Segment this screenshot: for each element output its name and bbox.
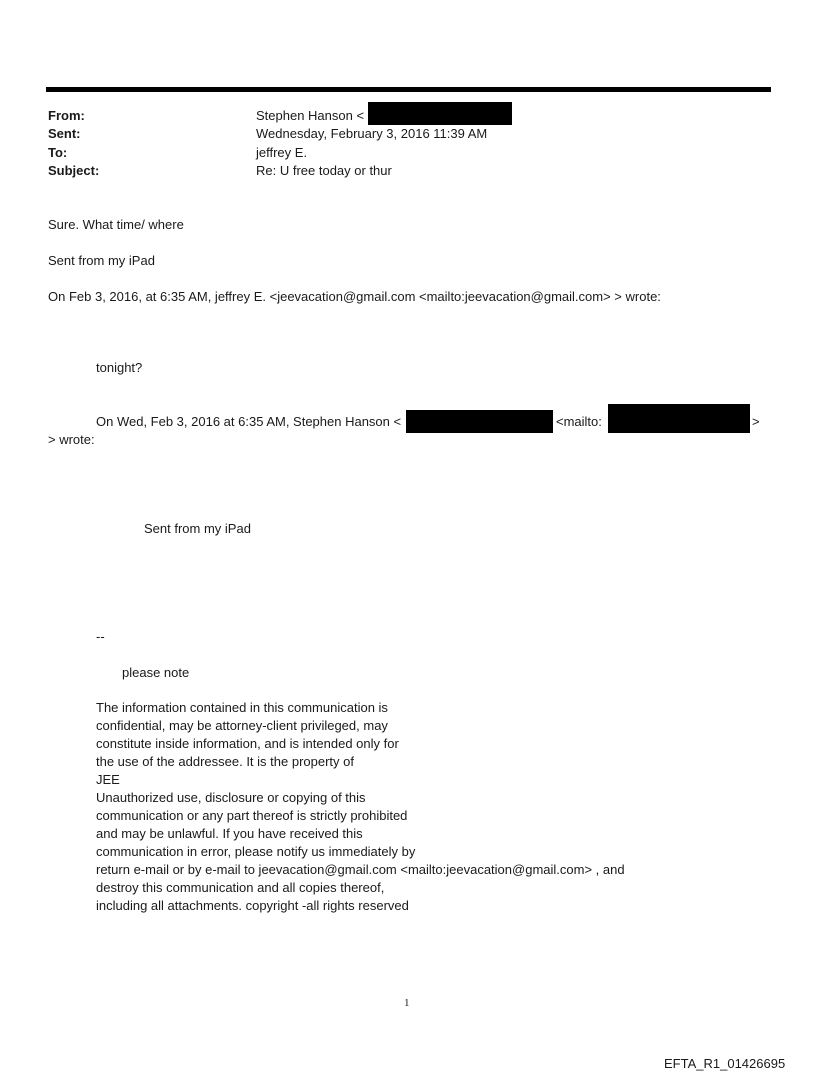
disclaimer-line: JEE xyxy=(96,772,120,787)
tonight-text: tonight? xyxy=(96,360,143,375)
signature-ipad-1: Sent from my iPad xyxy=(48,253,155,268)
top-rule xyxy=(46,87,771,92)
page-number: 1 xyxy=(404,997,410,1009)
nested-close: > xyxy=(752,414,760,429)
subject-value: Re: U free today or thur xyxy=(256,163,392,178)
signature-dashes: -- xyxy=(96,629,105,644)
to-label: To: xyxy=(48,145,68,160)
subject-label: Subject: xyxy=(48,163,100,178)
quote-intro: On Feb 3, 2016, at 6:35 AM, jeffrey E. <jeevacation@gmail.com <mailto:jeevacation@gmail.com> > wrote: xyxy=(48,289,661,304)
disclaimer-line: communication or any part thereof is strictly prohibited xyxy=(96,808,408,823)
disclaimer-line: constitute inside information, and is intended only for xyxy=(96,736,399,751)
disclaimer-line: including all attachments. copyright -all rights reserved xyxy=(96,898,409,913)
disclaimer xyxy=(96,699,625,915)
disclaimer-line: return e-mail or by e-mail to jeevacation@gmail.com <mailto:jeevacation@gmail.com> , and xyxy=(96,862,625,877)
redaction-nested-email xyxy=(406,410,553,433)
disclaimer-line: and may be unlawful. If you have received this xyxy=(96,826,363,841)
nested-wrote: > wrote: xyxy=(48,432,95,447)
disclaimer-line: The information contained in this communication is xyxy=(96,700,388,715)
disclaimer-line: communication in error, please notify us immediately by xyxy=(96,844,416,859)
sent-value: Wednesday, February 3, 2016 11:39 AM xyxy=(256,126,488,141)
reply-line: Sure. What time/ where xyxy=(48,217,184,232)
redaction-nested-mailto xyxy=(608,404,750,433)
sent-label: Sent: xyxy=(48,126,81,141)
disclaimer-line: confidential, may be attorney-client privileged, may xyxy=(96,718,388,733)
disclaimer-line: Unauthorized use, disclosure or copying of this xyxy=(96,790,366,805)
disclaimer-line: destroy this communication and all copies thereof, xyxy=(96,880,385,895)
to-value: jeffrey E. xyxy=(256,145,308,160)
please-note: please note xyxy=(122,665,190,680)
nested-intro: On Wed, Feb 3, 2016 at 6:35 AM, Stephen Hanson < xyxy=(96,414,402,429)
signature-ipad-2: Sent from my iPad xyxy=(144,521,251,536)
from-label: From: xyxy=(48,108,85,123)
from-name: Stephen Hanson < xyxy=(256,108,365,123)
nested-mailto: <mailto: xyxy=(556,414,602,429)
document-id: EFTA_R1_01426695 xyxy=(664,1056,786,1071)
disclaimer-line: the use of the addressee. It is the property of xyxy=(96,754,354,769)
redaction-from-email xyxy=(368,102,512,125)
